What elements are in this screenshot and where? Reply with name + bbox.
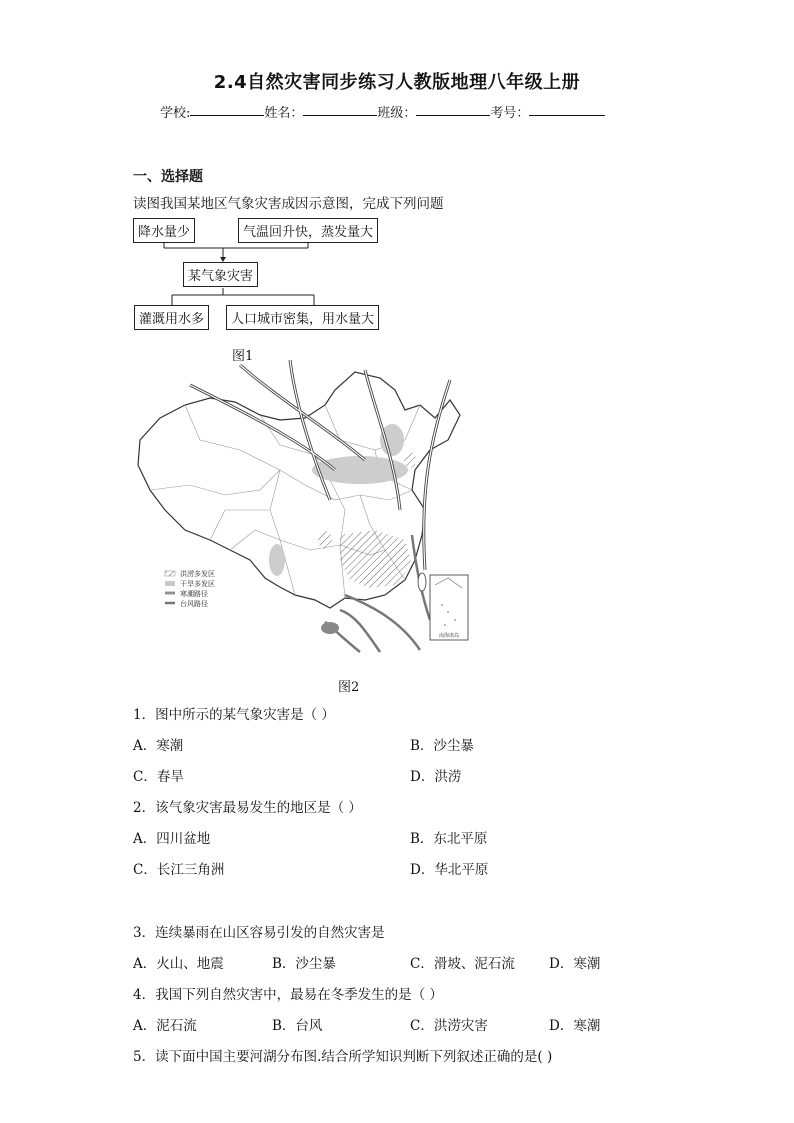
map-legend	[165, 569, 215, 608]
name-blank[interactable]	[303, 102, 377, 116]
figure-2-caption: 图2	[338, 680, 360, 695]
flood-zone-northeast	[404, 452, 416, 468]
option-d[interactable]: D．洪涝	[410, 769, 462, 785]
inset-label: 南海诸岛	[438, 633, 460, 639]
china-disaster-map	[130, 360, 490, 660]
flood-zone-central	[318, 531, 332, 549]
taiwan-island	[418, 573, 426, 591]
number-label: 考号：	[490, 106, 530, 121]
option-b[interactable]: B．台风	[272, 1018, 323, 1034]
number-blank[interactable]	[529, 102, 605, 116]
diagram-box-irrigation: 灌溉用水多	[134, 305, 209, 330]
hainan-island	[321, 622, 339, 634]
question-stem: 1．图中所示的某气象灾害是（ ）	[133, 707, 335, 723]
school-blank[interactable]	[190, 102, 264, 116]
option-b[interactable]: B．沙尘暴	[272, 956, 336, 972]
school-label: 学校:	[160, 106, 191, 121]
option-a[interactable]: A．寒潮	[133, 738, 184, 754]
option-d[interactable]: D．寒潮	[549, 1018, 601, 1034]
drought-zone-southwest	[269, 544, 285, 576]
legend-drought: 干旱多发区	[180, 580, 215, 588]
option-c[interactable]: C．滑坡、泥石流	[410, 956, 515, 972]
option-c[interactable]: C．洪涝灾害	[410, 1018, 488, 1034]
option-b[interactable]: B．东北平原	[410, 831, 488, 847]
legend-cold: 寒潮路径	[180, 590, 208, 598]
diagram-box-evaporation: 气温回升快，蒸发量大	[238, 218, 378, 243]
figure-1-caption: 图1	[232, 349, 254, 364]
intro-text: 读图我国某地区气象灾害成因示意图，完成下列问题	[133, 196, 444, 212]
option-d[interactable]: D．华北平原	[410, 862, 489, 878]
question-stem: 2．该气象灾害最易发生的地区是（ ）	[133, 800, 362, 816]
option-a[interactable]: A．四川盆地	[133, 831, 211, 847]
typhoon-path-2	[340, 610, 380, 652]
name-label: 姓名：	[264, 106, 304, 121]
diagram-box-population: 人口城市密集，用水量大	[226, 305, 379, 330]
diagram-box-center: 某气象灾害	[183, 262, 258, 287]
class-blank[interactable]	[416, 102, 490, 116]
typhoon-path-1	[345, 595, 420, 650]
question-stem: 3．连续暴雨在山区容易引发的自然灾害是	[133, 925, 385, 941]
option-a[interactable]: A．火山、地震	[133, 956, 224, 972]
legend-flood: 洪涝多发区	[180, 570, 215, 578]
option-c[interactable]: C．春旱	[133, 769, 184, 785]
section-heading: 一、选择题	[133, 169, 203, 185]
diagram-box-low-rain: 降水量少	[133, 218, 195, 243]
option-a[interactable]: A．泥石流	[133, 1018, 197, 1034]
legend-typhoon: 台风路径	[180, 600, 208, 608]
question-stem: 4．我国下列自然灾害中，最易在冬季发生的是（ ）	[133, 987, 443, 1003]
page-title: 2.4自然灾害同步练习人教版地理八年级上册	[213, 72, 581, 93]
question-stem: 5．读下面中国主要河湖分布图.结合所学知识判断下列叙述正确的是( )	[133, 1049, 553, 1065]
option-b[interactable]: B．沙尘暴	[410, 738, 474, 754]
class-label: 班级：	[377, 106, 417, 121]
option-c[interactable]: C．长江三角洲	[133, 862, 225, 878]
student-info-line	[160, 102, 605, 121]
option-d[interactable]: D．寒潮	[549, 956, 601, 972]
